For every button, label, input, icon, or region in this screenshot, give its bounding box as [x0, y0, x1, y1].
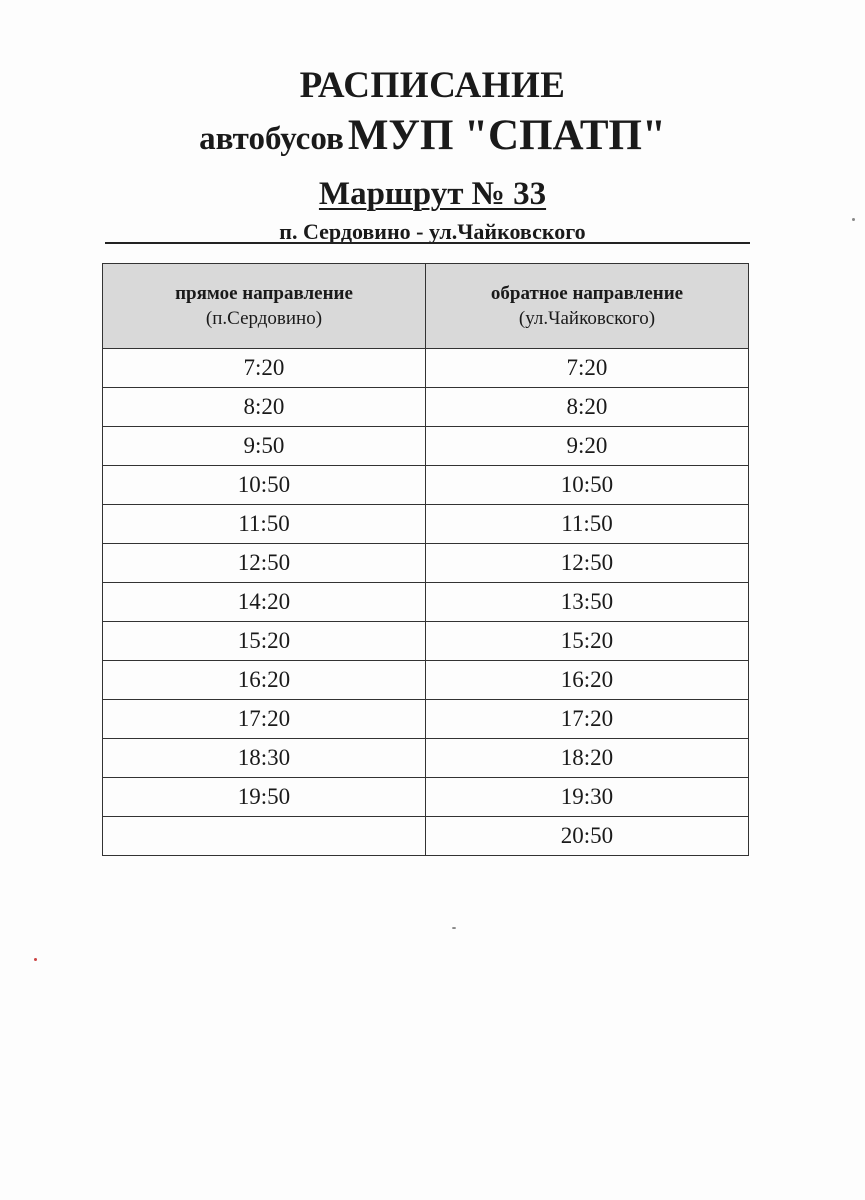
table-row: [103, 466, 749, 505]
departure-time-forward: 19:50: [103, 778, 426, 817]
table-row: [103, 778, 749, 817]
header-divider: [105, 242, 750, 244]
scan-speck: [852, 218, 855, 221]
scan-speck: [34, 958, 37, 961]
column-label: обратное направление: [490, 283, 684, 304]
departure-time-forward: 12:50: [103, 544, 426, 583]
departure-time-forward: [103, 817, 426, 856]
departure-time-return: 19:30: [426, 778, 749, 817]
departure-time-forward: 9:50: [103, 427, 426, 466]
column-label: прямое направление: [175, 283, 353, 304]
departure-time-forward: 7:20: [103, 349, 426, 388]
document-header: [0, 62, 865, 247]
table-row: [103, 505, 749, 544]
departure-time-forward: 14:20: [103, 583, 426, 622]
departure-time-forward: 15:20: [103, 622, 426, 661]
table-row: [103, 388, 749, 427]
route-number: Маршрут № 33: [318, 176, 547, 212]
column-stop: (ул.Чайковского): [518, 308, 656, 329]
departure-time-forward: 8:20: [103, 388, 426, 427]
departure-time-return: 11:50: [426, 505, 749, 544]
departure-time-return: 15:20: [426, 622, 749, 661]
departure-time-forward: 10:50: [103, 466, 426, 505]
scan-speck: [452, 927, 456, 929]
departure-time-forward: 17:20: [103, 700, 426, 739]
table-row: [103, 583, 749, 622]
table-row: [103, 739, 749, 778]
page-subtitle: [0, 110, 865, 171]
table-row: [103, 427, 749, 466]
table-row: [103, 544, 749, 583]
column-stop: (п.Сердовино): [205, 308, 323, 329]
column-header-forward: [103, 264, 426, 349]
departure-time-return: 17:20: [426, 700, 749, 739]
departure-time-return: 16:20: [426, 661, 749, 700]
schedule-table: [102, 263, 749, 856]
column-header-return: [426, 264, 749, 349]
company-name: МУП "СПАТП": [347, 112, 666, 159]
departure-time-return: 13:50: [426, 583, 749, 622]
departure-time-forward: 18:30: [103, 739, 426, 778]
table-header-row: [103, 264, 749, 349]
page-title: РАСПИСАНИЕ: [299, 65, 566, 106]
table-row: [103, 661, 749, 700]
departure-time-return: 12:50: [426, 544, 749, 583]
table-row: [103, 622, 749, 661]
departure-time-return: 10:50: [426, 466, 749, 505]
table-row: [103, 817, 749, 856]
departure-time-return: 7:20: [426, 349, 749, 388]
departure-time-return: 8:20: [426, 388, 749, 427]
table-row: [103, 700, 749, 739]
subtitle-prefix: автобусов: [199, 121, 344, 157]
table-row: [103, 349, 749, 388]
departure-time-return: 20:50: [426, 817, 749, 856]
departure-time-forward: 11:50: [103, 505, 426, 544]
departure-time-forward: 16:20: [103, 661, 426, 700]
departure-time-return: 18:20: [426, 739, 749, 778]
route-path: п. Сердовино - ул.Чайковского: [279, 219, 586, 244]
departure-time-return: 9:20: [426, 427, 749, 466]
